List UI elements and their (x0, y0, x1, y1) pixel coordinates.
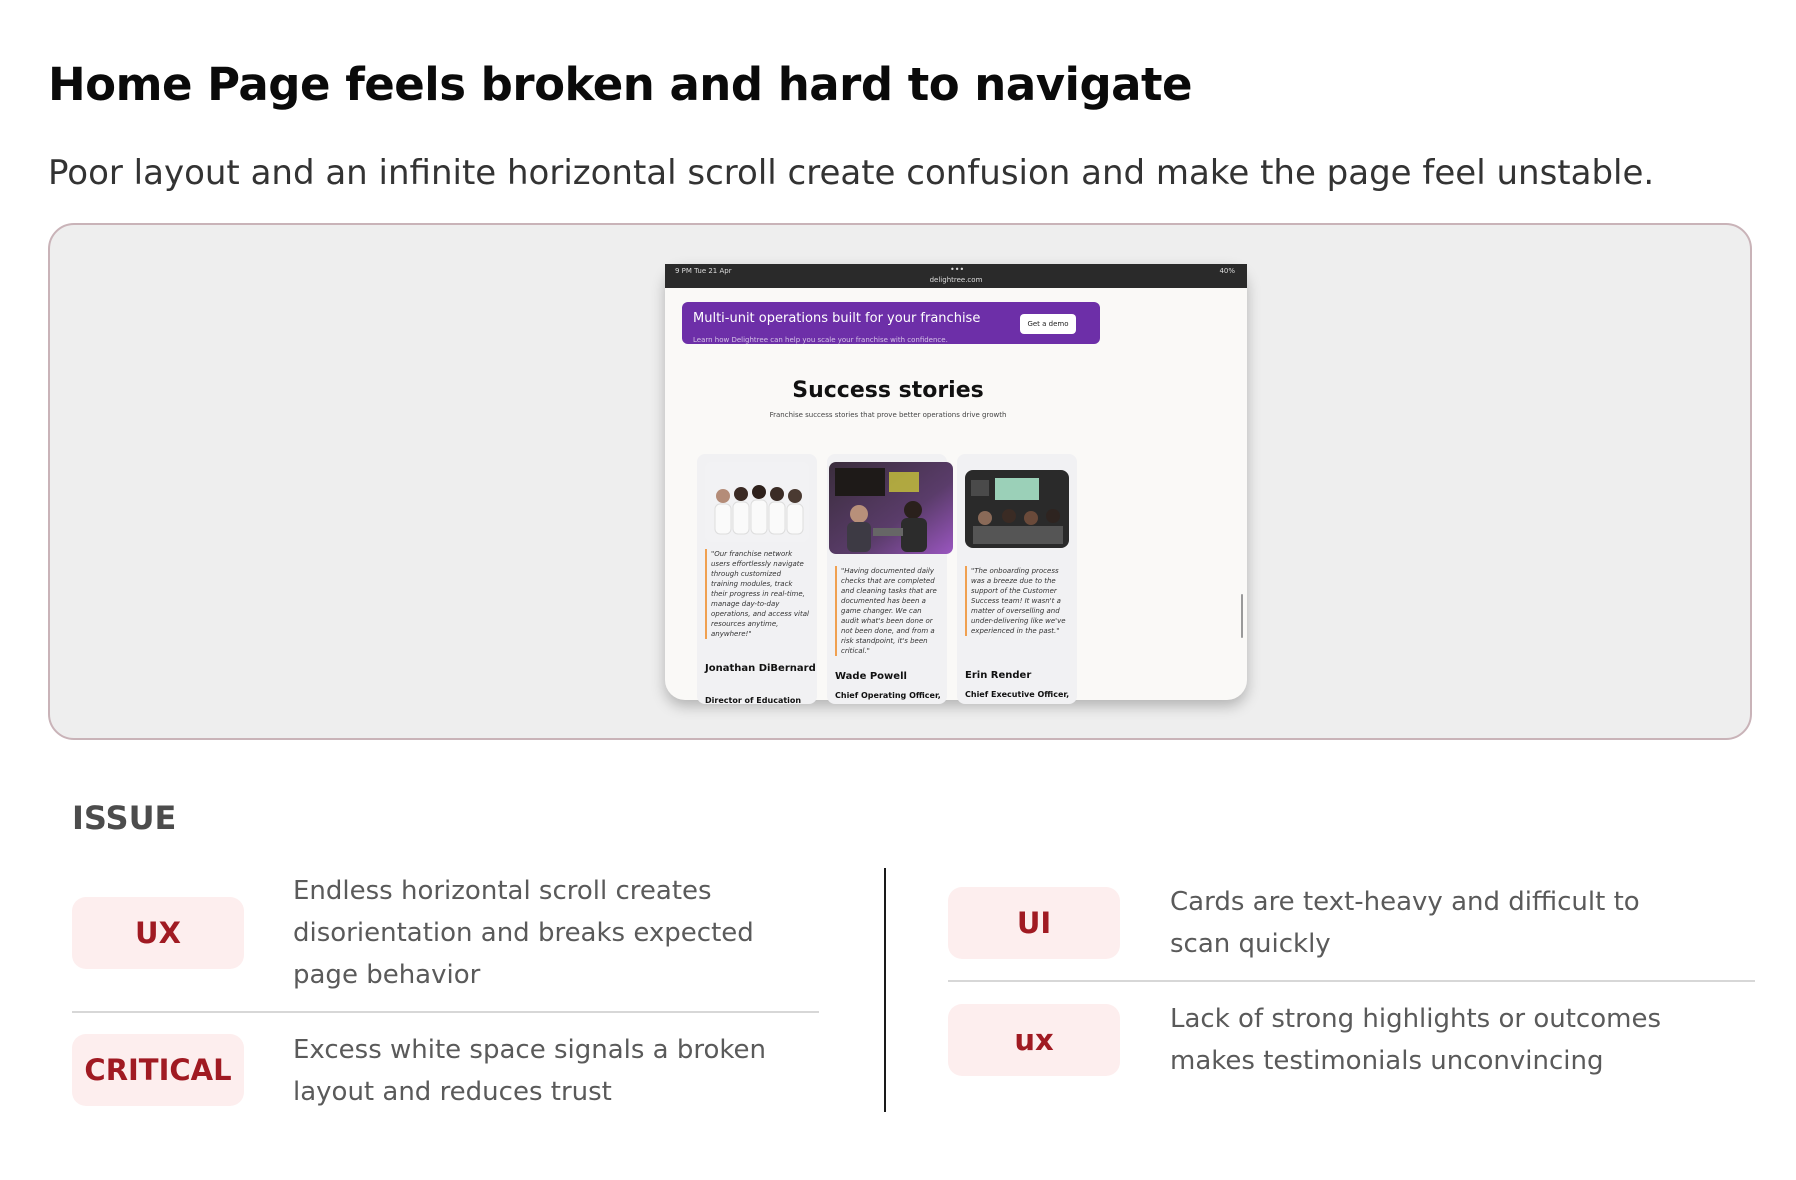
tablet-screenshot (665, 264, 1247, 705)
testimonial-role: Director of Education (705, 696, 802, 705)
issue-description: Excess white space signals a broken layout and reduces trust (293, 1035, 767, 1107)
tablet-status-bar (665, 264, 1247, 288)
severity-badge: UX (72, 897, 244, 969)
banner-subtext: Learn how Delightree can help you scale your franchise with confidence. (693, 336, 948, 344)
meeting-photo (965, 470, 1069, 548)
page-subtitle: Poor layout and an infinite horizontal scroll create confusion and make the page feel unstable. (48, 153, 1655, 193)
severity-badge: ux (948, 1004, 1120, 1076)
testimonial-role: Chief Executive Officer, (965, 690, 1070, 699)
testimonial-card (957, 454, 1077, 704)
promo-banner (682, 302, 1100, 344)
office-photo (829, 462, 953, 554)
team-photo (705, 462, 809, 542)
issue-section-label: ISSUE (72, 799, 177, 837)
success-stories-subheading: Franchise success stories that prove better operations drive growth (769, 411, 1007, 419)
issue-description: Cards are text-heavy and difficult to scan quickly (1170, 887, 1640, 959)
testimonial-quote: "Having documented daily checks that are completed and cleaning tasks that are documented has been a game changer. We can audit what's been done or not been done, and from a risk standpoint, it's been critical." (835, 566, 939, 656)
severity-badge: UI (948, 887, 1120, 959)
testimonial-quote: "The onboarding process was a breeze due to the support of the Customer Success team! It wasn't a matter of overselling and under-delivering like we've experienced in the past." (965, 566, 1069, 636)
severity-badge: CRITICAL (72, 1034, 244, 1106)
testimonial-name: Wade Powell (835, 671, 907, 682)
issue-divider (72, 1011, 819, 1013)
page-title: Home Page feels broken and hard to navigate (48, 58, 1193, 111)
issue-description: Endless horizontal scroll creates disorientation and breaks expected page behavior (293, 876, 754, 990)
address-url: delightree.com (929, 276, 983, 284)
testimonial-name: Erin Render (965, 670, 1032, 681)
testimonial-name: Jonathan DiBernard (705, 663, 816, 674)
more-dots-icon: ••• (950, 265, 965, 274)
testimonial-role: Chief Operating Officer, (835, 691, 941, 700)
testimonial-card (827, 454, 947, 704)
banner-text: Multi-unit operations built for your franchise (693, 311, 981, 326)
status-time: 9 PM Tue 21 Apr (675, 267, 732, 275)
get-demo-button[interactable]: Get a demo (1020, 314, 1076, 334)
vertical-scrollbar[interactable] (1241, 594, 1243, 638)
testimonial-card (697, 454, 817, 704)
issue-description: Lack of strong highlights or outcomes makes testimonials unconvincing (1170, 1004, 1662, 1076)
success-stories-heading: Success stories (792, 378, 984, 403)
issue-divider (948, 980, 1755, 982)
testimonial-quote: "Our franchise network users effortlessly navigate through customized training modules, track their progress in real-time, manage day-to-day operations, and access vital resources anytime, anywhere!" (705, 549, 809, 639)
battery-indicator: 40% (1219, 267, 1235, 275)
column-divider (884, 868, 886, 1112)
